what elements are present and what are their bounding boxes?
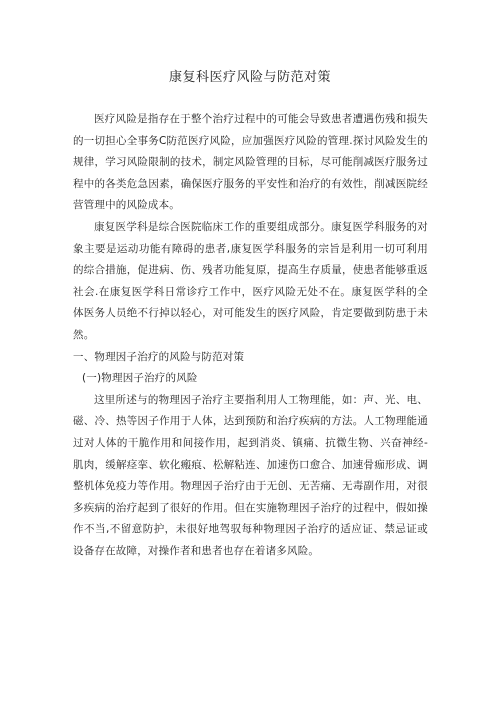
intro-paragraph-2: 康复医学科是综合医院临床工作的重要组成部分。康复医学科服务的对象主要是运动功能有障碍的患者,康复医学科服务的宗旨是利用一切可利用的综合措施，促进病、伤、残者功能复原，提高生存质量，使患者能够重返社会.在康复医学科日常诊疗工作中，医疗风险无处不在。康复医学科的全体医务人员绝不行掉以轻心，对可能发生的医疗风险，肯定要做到防患于未然。 <box>73 220 428 341</box>
subsection-heading: (一)物理因子治疗的风险 <box>82 372 198 385</box>
document-body <box>73 109 428 562</box>
subsection-paragraph-1: 这里所述与的物理因子治疗主要指利用人工物理能，如：声、光、电、磁、冷、热等因子作用于人体，达到预防和治疗疾病的方法。人工物理能通过对人体的干脆作用和间接作用，起到消炎、镇痛、抗微生物、兴奋神经-肌肉，缓解痉挛、软化瘢痕、松解粘连、加速伤口愈合、加速骨痂形成、调整机体免疫力等作用。物理因子治疗由于无创、无苦痛、无毒副作用，对很多疾病的治疗起到了很好的作用。但在实施物理因子治疗的过程中，假如操作不当,不留意防护，未很好地驾驭每种物理因子治疗的适应证、禁忌证或设备存在故障，对操作者和患者也存在着诸多风险。 <box>73 393 428 557</box>
intro-paragraph-1: 医疗风险是指存在于整个治疗过程中的可能会导致患者遭遇伤残和损失的一切担心全事务C防范医疗风险，应加强医疗风险的管理.探讨风险发生的规律，学习风险限制的技术，制定风险管理的目标，尽可能削减医疗服务过程中的各类危急因素，确保医疗服务的平安性和治疗的有效性，削减医院经营管理中的风险成本。 <box>73 113 428 212</box>
document-title: 康复科医疗风险与防范对策 <box>168 70 331 85</box>
section-heading: 一、物理因子治疗的风险与防范对策 <box>73 350 245 363</box>
